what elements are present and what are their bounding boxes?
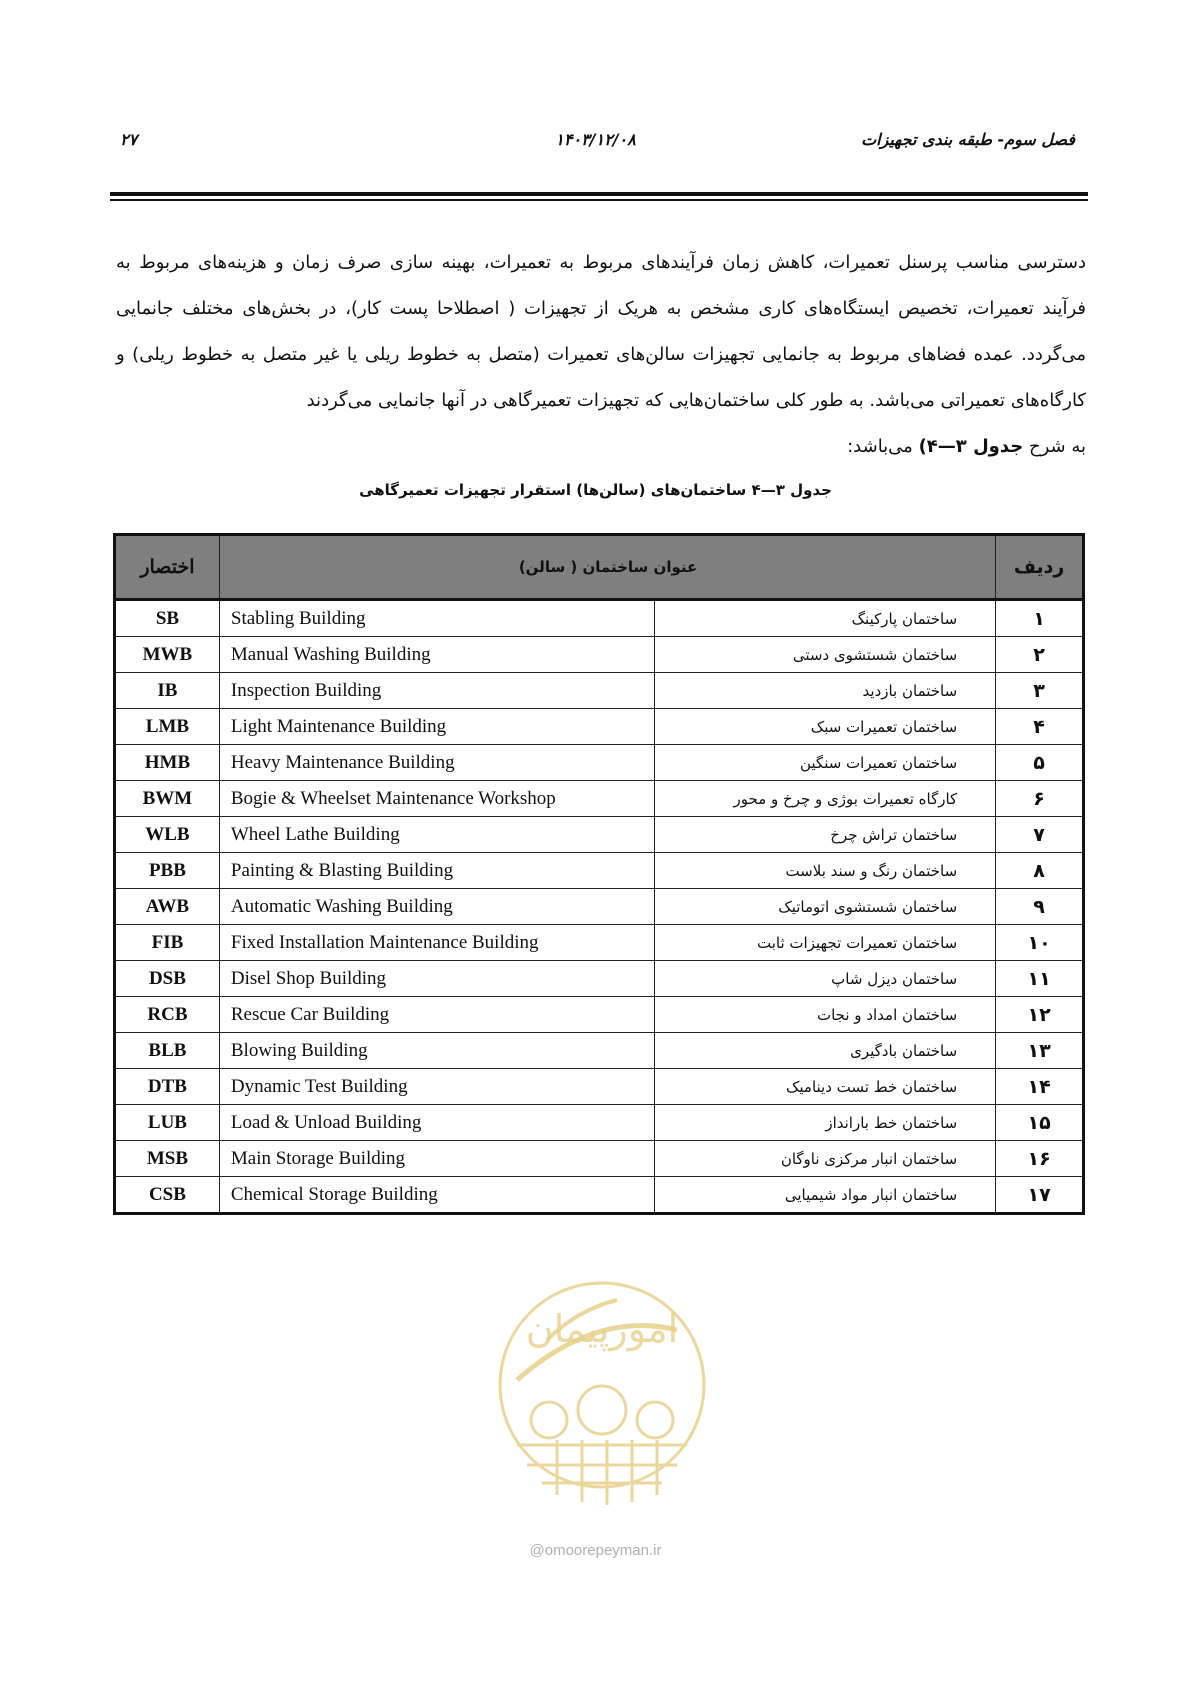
cell-row-number: ۱۲ <box>996 997 1084 1033</box>
cell-persian-name: ساختمان شستشوی اتوماتیک <box>655 889 996 925</box>
table-row <box>115 637 1084 673</box>
cell-persian-name: ساختمان انبار مرکزی ناوگان <box>655 1141 996 1177</box>
cell-persian-name: ساختمان بازدید <box>655 673 996 709</box>
cell-persian-name: ساختمان انبار مواد شیمیایی <box>655 1177 996 1214</box>
cell-english-name: Manual Washing Building <box>219 637 654 673</box>
cell-persian-name: ساختمان تعمیرات سنگین <box>655 745 996 781</box>
cell-abbr: RCB <box>115 997 220 1033</box>
logo-lettering: امورپیمان <box>525 1307 679 1351</box>
cell-persian-name: ساختمان پارکینگ <box>655 600 996 637</box>
cell-persian-name: ساختمان امداد و نجات <box>655 997 996 1033</box>
cell-persian-name: ساختمان خط تست دینامیک <box>655 1069 996 1105</box>
cell-row-number: ۶ <box>996 781 1084 817</box>
closing-suffix: می‌باشد: <box>847 436 913 457</box>
paragraph-text: دسترسی مناسب پرسنل تعمیرات، کاهش زمان فرآیندهای مربوط به تعمیرات، بهینه سازی صرف زمان و هزینه‌های مربوط به فرآیند تعمیرات، تخصیص ایستگاه‌های کاری مشخص به هریک از تجهیزات ( اصطلاحا پست کار)، در بخش‌های مختلف جانمایی می‌گردد. عمده فضاهای مربوط به جانمایی تجهیزات سالن‌های تعمیرات (متصل به خطوط ریلی یا غیر متصل به خطوط ریلی) و کارگاه‌های تعمیراتی می‌باشد. به طور کلی ساختمان‌هایی که تجهیزات تعمیرگاهی در آنها جانمایی می‌گردند <box>116 252 1086 411</box>
cell-row-number: ۹ <box>996 889 1084 925</box>
table-row <box>115 817 1084 853</box>
cell-english-name: Bogie & Wheelset Maintenance Workshop <box>219 781 654 817</box>
cell-row-number: ۸ <box>996 853 1084 889</box>
cell-english-name: Heavy Maintenance Building <box>219 745 654 781</box>
buildings-table <box>113 533 1085 1215</box>
page-number: ۲۷ <box>120 130 138 149</box>
cell-english-name: Inspection Building <box>219 673 654 709</box>
cell-row-number: ۱۴ <box>996 1069 1084 1105</box>
cell-row-number: ۲ <box>996 637 1084 673</box>
cell-row-number: ۱۵ <box>996 1105 1084 1141</box>
header-title: عنوان ساختمان ( سالن) <box>219 535 995 600</box>
header-rule-thin <box>110 199 1088 201</box>
cell-abbr: HMB <box>115 745 220 781</box>
cell-abbr: CSB <box>115 1177 220 1214</box>
header-row-number: ردیف <box>996 535 1084 600</box>
table-row <box>115 1105 1084 1141</box>
header-abbr: اختصار <box>115 535 220 600</box>
cell-english-name: Fixed Installation Maintenance Building <box>219 925 654 961</box>
cell-english-name: Dynamic Test Building <box>219 1069 654 1105</box>
cell-row-number: ۱۱ <box>996 961 1084 997</box>
cell-abbr: DTB <box>115 1069 220 1105</box>
cell-english-name: Stabling Building <box>219 600 654 637</box>
table-row <box>115 961 1084 997</box>
cell-english-name: Main Storage Building <box>219 1141 654 1177</box>
header-rule-thick <box>110 192 1088 196</box>
cell-english-name: Load & Unload Building <box>219 1105 654 1141</box>
cell-persian-name: کارگاه تعمیرات بوژی و چرخ و محور <box>655 781 996 817</box>
cell-row-number: ۵ <box>996 745 1084 781</box>
cell-persian-name: ساختمان رنگ و سند بلاست <box>655 853 996 889</box>
cell-row-number: ۱ <box>996 600 1084 637</box>
paragraph-closing <box>116 424 1086 470</box>
cell-abbr: PBB <box>115 853 220 889</box>
cell-english-name: Wheel Lathe Building <box>219 817 654 853</box>
cell-row-number: ۳ <box>996 673 1084 709</box>
chapter-title: فصل سوم- طبقه بندی تجهیزات <box>861 130 1075 149</box>
table-row <box>115 745 1084 781</box>
cell-abbr: MSB <box>115 1141 220 1177</box>
table-row <box>115 600 1084 637</box>
cell-english-name: Chemical Storage Building <box>219 1177 654 1214</box>
table-body <box>115 600 1084 1214</box>
table-header-row <box>115 535 1084 600</box>
cell-row-number: ۱۰ <box>996 925 1084 961</box>
cell-persian-name: ساختمان تراش چرخ <box>655 817 996 853</box>
cell-abbr: SB <box>115 600 220 637</box>
table-row <box>115 1141 1084 1177</box>
cell-english-name: Rescue Car Building <box>219 997 654 1033</box>
cell-persian-name: ساختمان تعمیرات سبک <box>655 709 996 745</box>
watermark-site: @omoorepeyman.ir <box>529 1542 662 1559</box>
cell-persian-name: ساختمان دیزل شاپ <box>655 961 996 997</box>
table-row <box>115 673 1084 709</box>
cell-row-number: ۱۳ <box>996 1033 1084 1069</box>
cell-persian-name: ساختمان شستشوی دستی <box>655 637 996 673</box>
cell-english-name: Automatic Washing Building <box>219 889 654 925</box>
cell-abbr: AWB <box>115 889 220 925</box>
cell-row-number: ۱۶ <box>996 1141 1084 1177</box>
body-paragraph <box>116 240 1086 470</box>
cell-abbr: WLB <box>115 817 220 853</box>
cell-persian-name: ساختمان بادگیری <box>655 1033 996 1069</box>
table-row <box>115 1069 1084 1105</box>
cell-abbr: LUB <box>115 1105 220 1141</box>
closing-prefix: به شرح <box>1028 436 1086 457</box>
cell-row-number: ۱۷ <box>996 1177 1084 1214</box>
cell-english-name: Light Maintenance Building <box>219 709 654 745</box>
cell-abbr: BLB <box>115 1033 220 1069</box>
cell-abbr: MWB <box>115 637 220 673</box>
cell-row-number: ۴ <box>996 709 1084 745</box>
cell-abbr: IB <box>115 673 220 709</box>
cell-english-name: Blowing Building <box>219 1033 654 1069</box>
table-row <box>115 1177 1084 1214</box>
table-row <box>115 889 1084 925</box>
header-date: ۱۴۰۳/۱۲/۰۸ <box>555 130 636 149</box>
cell-english-name: Disel Shop Building <box>219 961 654 997</box>
cell-persian-name: ساختمان تعمیرات تجهیزات ثابت <box>655 925 996 961</box>
cell-english-name: Painting & Blasting Building <box>219 853 654 889</box>
omoorepeyman-logo <box>487 1270 717 1550</box>
cell-abbr: DSB <box>115 961 220 997</box>
table-row <box>115 925 1084 961</box>
table-row <box>115 1033 1084 1069</box>
table-row <box>115 997 1084 1033</box>
table-row <box>115 781 1084 817</box>
cell-abbr: BWM <box>115 781 220 817</box>
table-row <box>115 853 1084 889</box>
cell-persian-name: ساختمان خط بارانداز <box>655 1105 996 1141</box>
cell-abbr: LMB <box>115 709 220 745</box>
cell-abbr: FIB <box>115 925 220 961</box>
table-reference: جدول ۳—۴) <box>918 436 1024 457</box>
table-row <box>115 709 1084 745</box>
cell-row-number: ۷ <box>996 817 1084 853</box>
table-caption: جدول ۳—۴ ساختمان‌های (سالن‌ها) استقرار تجهیزات تعمیرگاهی <box>359 481 832 499</box>
